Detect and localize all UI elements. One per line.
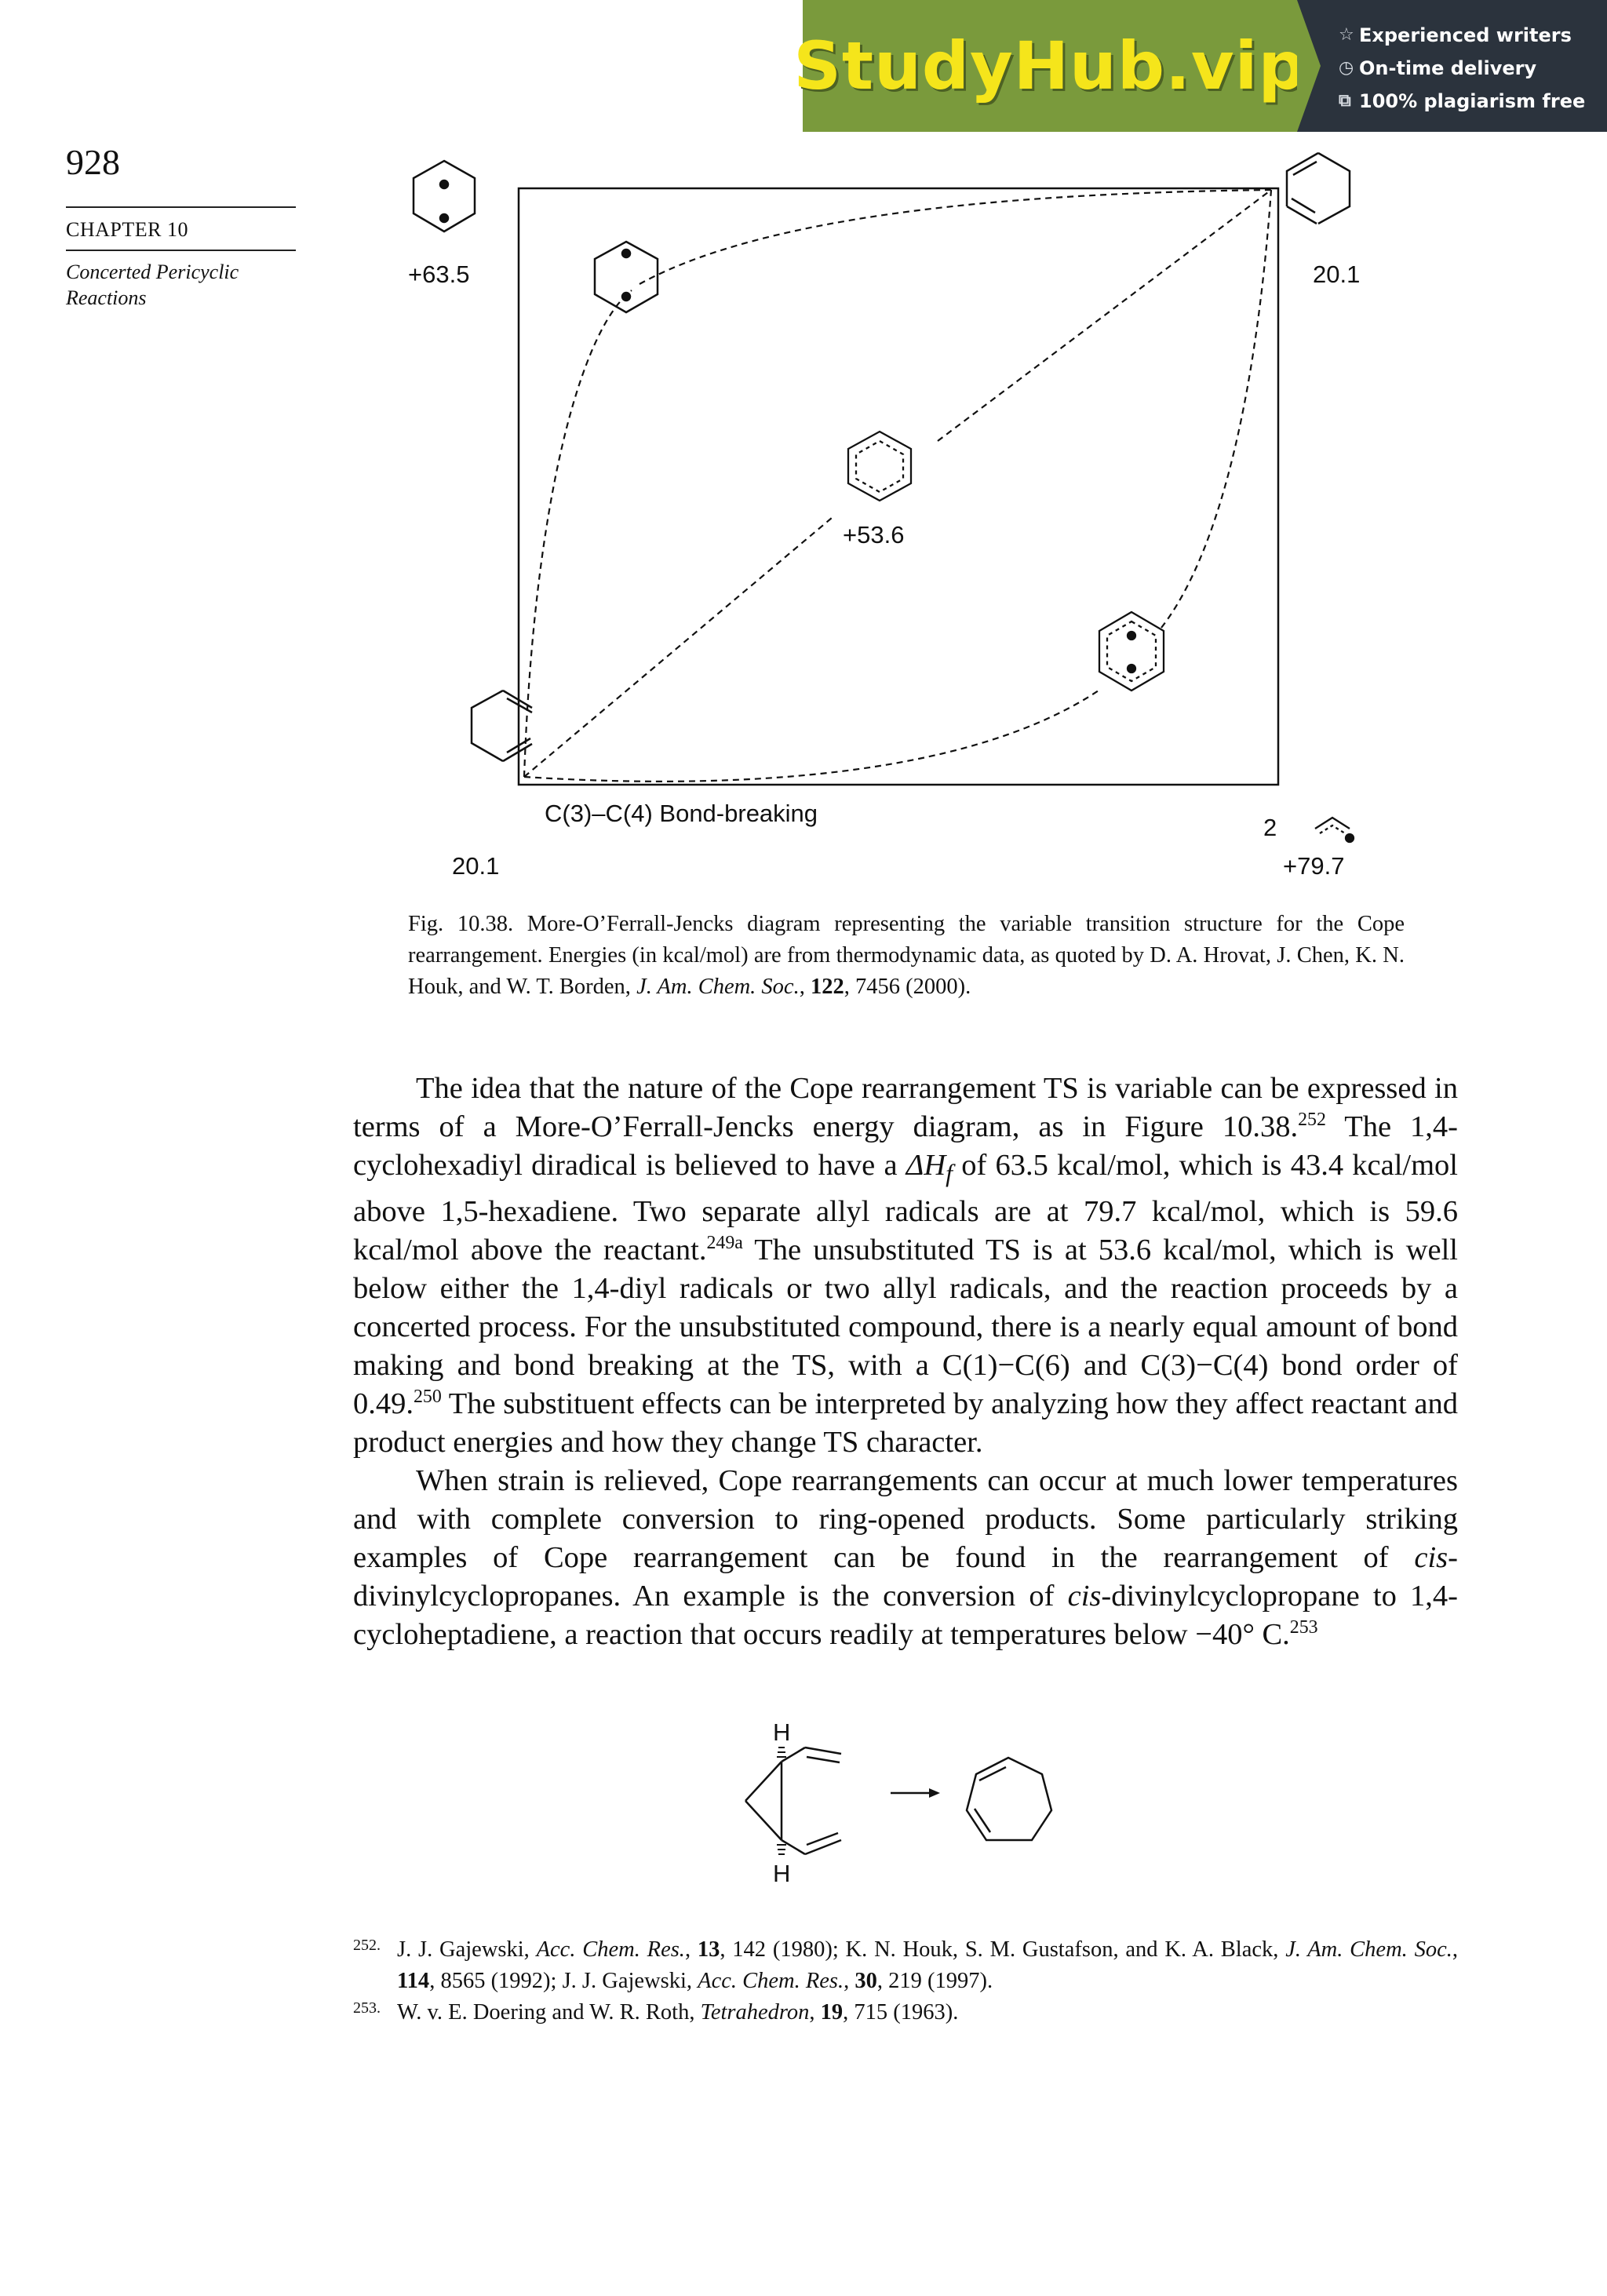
- footnote-volume: 30: [855, 1969, 877, 1993]
- footnote-text: ,: [1452, 1937, 1458, 1962]
- feature-experienced-writers: [1339, 19, 1585, 52]
- footnote-text: ,: [844, 1969, 855, 1993]
- hexadiene-molecule-top-right: [1287, 153, 1350, 224]
- footnote-252: [353, 1934, 1458, 1997]
- diagram-svg: [377, 149, 1412, 887]
- cycloheptadiene-molecule: [967, 1758, 1051, 1840]
- energy-label-top-left: +63.5: [408, 261, 470, 288]
- hydrogen-label-top: H: [773, 1718, 791, 1746]
- path-top-curve: [640, 190, 1271, 284]
- footnote-journal: Acc. Chem. Res.: [698, 1969, 844, 1993]
- footnote-volume: 114: [397, 1969, 430, 1993]
- divinylcyclopropane-reaction: [730, 1715, 1083, 1887]
- footnotes: [353, 1934, 1458, 2028]
- allyl-radical-molecule: [1315, 818, 1354, 842]
- banner-feature-list: [1339, 19, 1585, 118]
- footnote-text: , 142 (1980); K. N. Houk, S. M. Gustafson, and K. A. Black,: [720, 1937, 1286, 1962]
- caption-sep: ,: [799, 975, 811, 999]
- banner-arrow-shape: [1297, 0, 1321, 132]
- footnote-number: 253.: [353, 1999, 381, 2017]
- reaction-svg: [730, 1715, 1083, 1887]
- caption-volume: 122: [810, 975, 844, 999]
- path-diagonal-upper: [938, 190, 1271, 441]
- axis-label-bond-breaking: C(3)–C(4) Bond-breaking: [545, 800, 818, 827]
- footnote-text: J. J. Gajewski,: [397, 1937, 537, 1962]
- header-rule-bottom: [66, 250, 296, 251]
- footnote-journal: J. Am. Chem. Soc.: [1285, 1937, 1452, 1962]
- feature-plagiarism-free: [1339, 85, 1585, 118]
- feature-label: 100% plagiarism free: [1359, 90, 1586, 112]
- hexadiene-molecule-bottom-left: [472, 691, 532, 761]
- path-left-curve: [524, 290, 632, 777]
- clock-icon: ◷: [1339, 58, 1354, 78]
- header-rule-top: [66, 206, 296, 208]
- feature-label: On-time delivery: [1359, 57, 1537, 79]
- feature-on-time-delivery: [1339, 52, 1585, 85]
- energy-label-bottom-right: +79.7: [1283, 852, 1345, 880]
- cis-divinylcyclopropane-molecule: [745, 1748, 841, 1854]
- p2-text-a: When strain is relieved, Cope rearrangements can occur at much lower temperatures and with complete conversion to ring-opened products. Some particularly striking examples of Cope rearrangement can be found in the rearrangement of: [353, 1463, 1458, 1574]
- footnote-253: [353, 1997, 1458, 2028]
- bisallyl-molecule: [1099, 612, 1164, 691]
- p1-text-e: The substituent effects can be interpreted by analyzing how they affect reactant and product energies and how they change TS character.: [353, 1387, 1458, 1459]
- ref-250[interactable]: 250: [414, 1386, 442, 1407]
- ref-252[interactable]: 252: [1298, 1110, 1326, 1131]
- transition-state-molecule: [848, 432, 911, 501]
- footnote-text: ,: [809, 2000, 821, 2024]
- p1-text-c: of 63.5 kcal/mol, which is 43.4 kcal/mol above 1,5-hexadiene. Two separate allyl radicals are at 79.7 kcal/mol, which is 59.6 kcal/mol above the reactant.: [353, 1149, 1459, 1266]
- energy-label-center: +53.6: [843, 521, 905, 548]
- footnote-journal: Tetrahedron: [700, 2000, 810, 2024]
- copy-icon: ⧉: [1339, 91, 1351, 111]
- footnote-text: ,: [684, 1937, 698, 1962]
- caption-suffix: , 7456 (2000).: [844, 975, 971, 999]
- feature-label: Experienced writers: [1359, 24, 1572, 46]
- brand-logo-text[interactable]: StudyHub.vip: [793, 27, 1306, 104]
- body-text: [353, 1070, 1458, 1654]
- diagram-frame: [519, 188, 1278, 785]
- path-diagonal-lower: [524, 518, 832, 777]
- chapter-heading: CHAPTER 10: [66, 218, 188, 241]
- p2-text-b: -divinylcyclopropanes. An example is the conversion of: [353, 1540, 1458, 1613]
- footnote-text: , 219 (1997).: [876, 1969, 993, 1993]
- ref-249a[interactable]: 249a: [706, 1232, 743, 1253]
- studyhub-banner[interactable]: [793, 0, 1607, 132]
- caption-text: Fig. 10.38. More-O’Ferrall-Jencks diagram representing the variable transition structure for the Cope rearrangement. Energies (in kcal/mol) are from thermodynamic data, as quoted by D. A. Hrovat, J. Chen, K. N. Houk, and W. T. Borden,: [408, 912, 1405, 999]
- footnote-number: 252.: [353, 1937, 381, 1954]
- path-right-curve: [1161, 190, 1271, 628]
- allyl-count-label: 2: [1263, 814, 1277, 841]
- section-title: Concerted Pericyclic Reactions: [66, 261, 239, 309]
- delta-h-subscript: f: [946, 1158, 953, 1187]
- star-icon: ☆: [1339, 25, 1354, 45]
- footnote-text: , 715 (1963).: [843, 2000, 959, 2024]
- figure-caption: [408, 909, 1405, 1003]
- p2-cis-2: cis: [1067, 1579, 1102, 1613]
- footnote-volume: 13: [697, 1937, 720, 1962]
- p2-cis-1: cis: [1414, 1540, 1448, 1574]
- p1-text-d: The unsubstituted TS is at 53.6 kcal/mol, which is well below either the 1,4-diyl radicals or two allyl radicals, and the reaction proceeds by a concerted process. For the unsubstituted compound, there is a nearly equal amount of bond making and bond breaking at the TS, with a C(1)−C(6) and C(3)−C(4) bond order of 0.49.: [353, 1233, 1458, 1420]
- paragraph-2: [353, 1462, 1458, 1654]
- page-number: 928: [66, 142, 120, 182]
- more-oferrall-jencks-diagram: [377, 149, 1412, 887]
- energy-label-bottom-left: 20.1: [452, 852, 500, 880]
- cyclohexadiyl-molecule-inner: [595, 242, 658, 312]
- energy-label-top-right: 20.1: [1313, 261, 1361, 288]
- banner-brand-panel[interactable]: [793, 0, 1306, 132]
- footnote-text: , 8565 (1992); J. J. Gajewski,: [429, 1969, 698, 1993]
- footnote-text: W. v. E. Doering and W. R. Roth,: [397, 2000, 701, 2024]
- p2-text-c: -divinylcyclopropane to 1,4-cycloheptadiene, a reaction that occurs readily at temperatures below −40° C.: [353, 1579, 1458, 1651]
- ref-253[interactable]: 253: [1289, 1616, 1318, 1638]
- cyclohexadiyl-molecule-outer: [414, 161, 475, 231]
- paragraph-1: [353, 1070, 1458, 1462]
- reaction-arrow: [891, 1788, 940, 1798]
- delta-h-symbol: ΔH: [906, 1149, 946, 1182]
- footnote-journal: Acc. Chem. Res.: [536, 1937, 685, 1962]
- p1-text-a: The idea that the nature of the Cope rearrangement TS is variable can be expressed in terms of a More-O’Ferrall-Jencks energy diagram, as in Figure 10.38.: [353, 1072, 1458, 1143]
- footnote-volume: 19: [820, 2000, 844, 2024]
- p1-text-b: The 1,4-cyclohexadiyl diradical is believed to have a: [353, 1110, 1459, 1182]
- caption-journal: J. Am. Chem. Soc.: [636, 975, 800, 999]
- hydrogen-label-bottom: H: [773, 1860, 791, 1887]
